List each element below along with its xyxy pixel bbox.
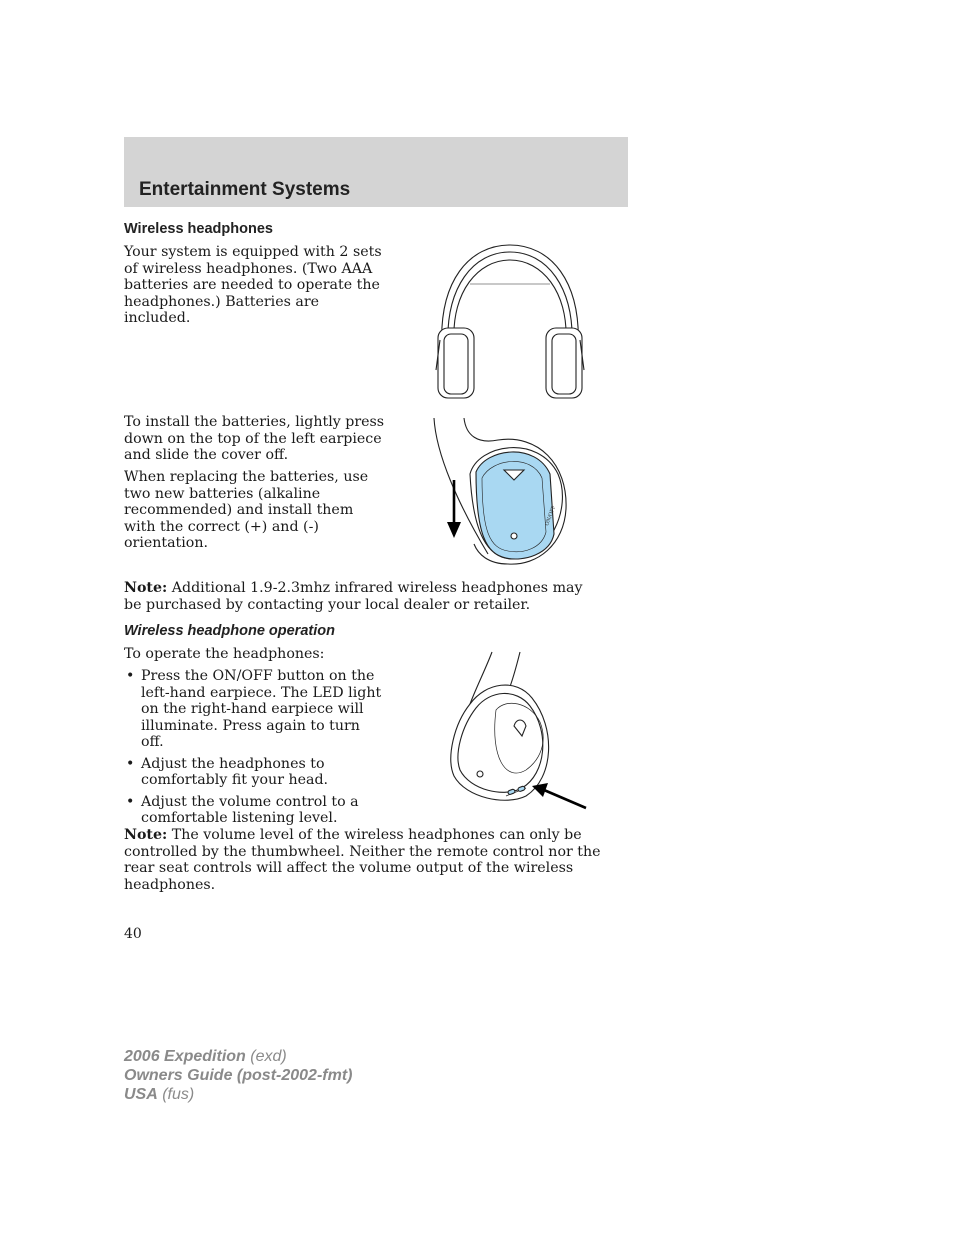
section-header-band bbox=[124, 137, 628, 207]
earpiece-battery-cover-illustration bbox=[428, 414, 578, 574]
arrow-pointer-icon bbox=[544, 790, 586, 808]
note-volume-control: Note: The volume level of the wireless headphones can only be controlled by the thumbwheel. Neither the remote control nor the rear seat controls will affect the volume output of the wireless headphones. bbox=[124, 827, 601, 893]
para-operate-intro: To operate the headphones: bbox=[124, 646, 325, 662]
list-item: • Adjust the volume control to a comfortable listening level. bbox=[126, 793, 359, 826]
operation-steps-list bbox=[124, 668, 384, 832]
heading-wireless-headphones: Wireless headphones bbox=[124, 221, 273, 237]
para-headphones-intro: Your system is equipped with 2 sets of wireless headphones. (Two AAA batteries are needed to operate the headphones.) Batteries are included. bbox=[124, 244, 382, 326]
document-footer: 2006 Expedition (exd) Owners Guide (post-2002-fmt) USA (fus) bbox=[124, 1048, 353, 1103]
svg-text:ON/OFF: ON/OFF bbox=[544, 504, 558, 527]
headphones-illustration bbox=[430, 240, 590, 402]
para-replacing-batteries: When replacing the batteries, use two new batteries (alkaline recommended) and install them with the correct (+) and (-) orientation. bbox=[124, 469, 369, 551]
page-title: Entertainment Systems bbox=[139, 179, 351, 200]
heading-headphone-operation: Wireless headphone operation bbox=[124, 623, 335, 639]
earpiece-power-button-illustration bbox=[446, 648, 592, 812]
para-install-batteries: To install the batteries, lightly press down on the top of the left earpiece and slide the cover off. bbox=[124, 414, 385, 463]
list-item: • Press the ON/OFF button on the left-hand earpiece. The LED light on the right-hand earpiece will illuminate. Press again to turn off. bbox=[126, 668, 382, 750]
note-additional-headphones: Note: Additional 1.9-2.3mhz infrared wireless headphones may be purchased by contacting your local dealer or retailer. bbox=[124, 580, 583, 613]
page-number: 40 bbox=[124, 926, 142, 942]
list-item: • Adjust the headphones to comfortably fit your head. bbox=[126, 755, 329, 788]
